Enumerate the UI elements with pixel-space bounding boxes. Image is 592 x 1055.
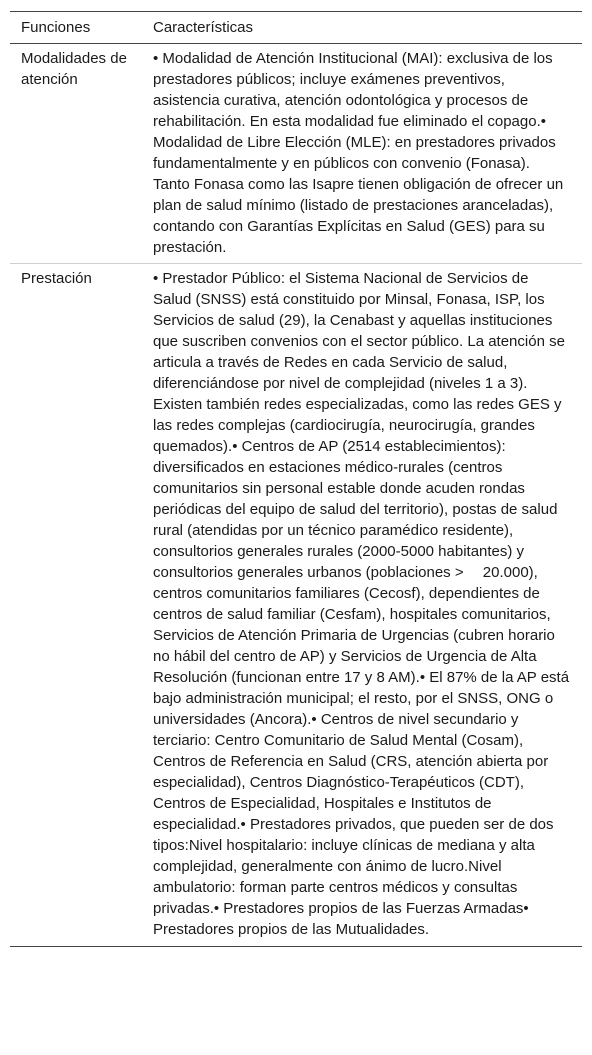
column-header-funciones: Funciones xyxy=(21,18,91,36)
table-row xyxy=(10,264,582,946)
table-row xyxy=(10,44,582,264)
row-function-cell: Modalidades de atención xyxy=(21,50,127,88)
data-table xyxy=(10,11,582,947)
row-characteristics-cell: • Modalidad de Atención Institucional (MAI): exclusiva de los prestadores públicos; incluye exámenes preventivos, asistencia curativa, atención odontológica y procesos de rehabilitación. En esta modalidad fue eliminado el copago.• Modalidad de Libre Elección (MLE): en prestadores privados fundamentalmente y en públicos con convenio (Fonasa). Tanto Fonasa como las Isapre tienen obligación de ofrecer un plan de salud mínimo (listado de prestaciones aranceladas), contando con Garantías Explícitas en Salud (GES) para su prestación. xyxy=(153,50,564,256)
row-function-cell: Prestación xyxy=(21,270,92,287)
row-characteristics-cell: • Prestador Público: el Sistema Nacional de Servicios de Salud (SNSS) está constituido por Minsal, Fonasa, ISP, los Servicios de salud (29), la Cenabast y aquellas instituciones que suscriben convenios con el sector público. La atención se articula a través de Redes en cada Servicio de salud, diferenciándose por nivel de complejidad (niveles 1 a 3). Existen también redes especializadas, como las redes GES y las redes complejas (cardiocirugía, neurocirugía, grandes quemados).• Centros de AP (2514 establecimientos): diversificados en estaciones médico-rurales (centros comunitarios sin personal estable donde acuden rondas periódicas del equipo de salud del territorio), postas de salud rural (atendidas por un técnico paramédico residente), consultorios generales rurales (2000-5000 habitantes) y consultorios generales urbanos (poblaciones > 20.000), centros comunitarios familiares (Cecosf), dependientes de centros de salud familiar (Cesfam), hospitales comunitarios, Servicios de Atención Primaria de Urgencias (cubren horario no hábil del centro de AP) y Servicios de Urgencia de Alta Resolución (funcionan entre 17 y 8 AM).• El 87% de la AP está bajo administración municipal; el resto, por el SNSS, ONG o universidades (Ancora).• Centros de nivel secundario y terciario: Centro Comunitario de Salud Mental (Cosam), Centros de Referencia en Salud (CRS, atención abierta por especialidad), Centros Diagnóstico-Terapéuticos (CDT), Centros de Especialidad, Hospitales e Institutos de especialidad.• Prestadores privados, que pueden ser de dos tipos:Nivel hospitalario: incluye clínicas de mediana y alta complejidad, generalmente con ánimo de lucro.Nivel ambulatorio: forman parte centros médicos y consultas privadas.• Prestadores propios de las Fuerzas Armadas• Prestadores propios de las Mutualidades. xyxy=(153,270,570,938)
table-header-row xyxy=(10,12,582,44)
column-header-caracteristicas: Características xyxy=(153,18,254,36)
